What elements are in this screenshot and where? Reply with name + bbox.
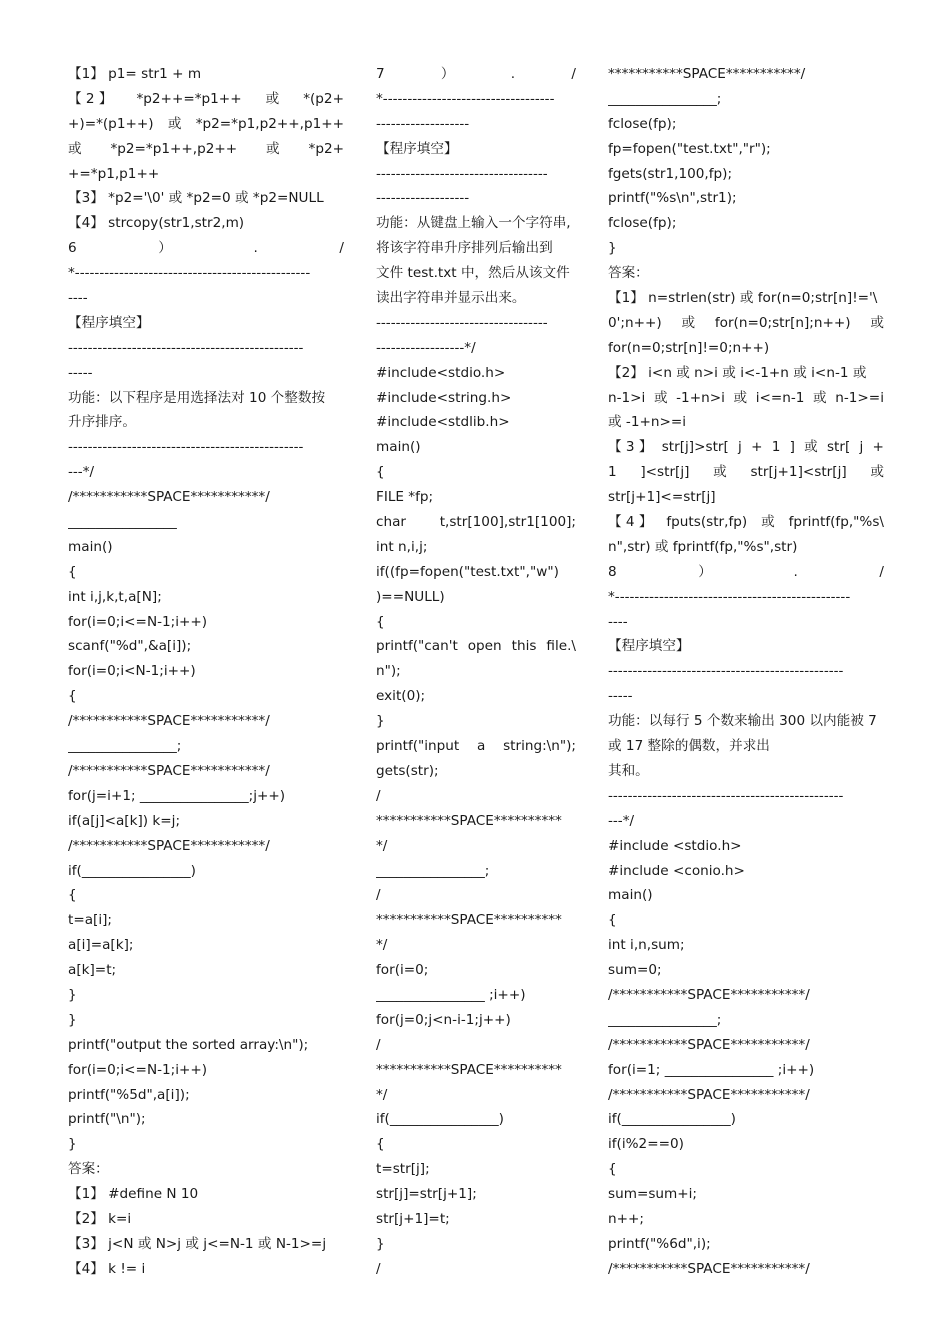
text-line: /***********SPACE***********/	[608, 1086, 810, 1103]
justified-line	[608, 386, 884, 411]
text-line: #include<stdlib.h>	[376, 414, 510, 431]
text-line: ------------------------------------------------	[68, 339, 304, 356]
line-segment: 【 2 】	[68, 90, 113, 107]
text-line: *------------------------------------------------	[608, 588, 851, 605]
line-segment: fputs(str,fp)	[666, 514, 748, 531]
text-line: printf("\n");	[68, 1111, 146, 1128]
text-line: -----------------------------------	[376, 314, 548, 331]
text-line: ------------------------------------------------	[608, 663, 844, 680]
text-line: #include <conio.h>	[608, 862, 745, 879]
text-line: for(n=0;str[n]!=0;n++)	[608, 339, 770, 356]
line-segment: ]	[789, 439, 795, 456]
text-line: if(________________)	[376, 1111, 504, 1128]
line-segment: 或	[653, 389, 668, 406]
text-line: ----	[608, 613, 628, 630]
text-line: for(i=1; ________________ ;i++)	[608, 1061, 815, 1078]
line-segment: string:\n");	[503, 738, 576, 755]
line-segment: str[	[826, 439, 851, 456]
justified-line	[608, 510, 884, 535]
line-segment: 【 3 】	[608, 439, 653, 456]
text-line: ________________	[68, 514, 177, 531]
text-line: {	[608, 912, 617, 929]
text-line: for(i=0;	[376, 962, 429, 979]
line-segment: 【 4 】	[608, 514, 653, 531]
text-line: int n,i,j;	[376, 538, 428, 555]
line-segment: t,str[100],str1[100];	[439, 514, 576, 531]
text-line: {	[608, 1161, 617, 1178]
line-segment: 或	[761, 514, 775, 531]
line-segment: .	[253, 240, 258, 257]
line-segment: 或	[713, 464, 727, 481]
text-line: {	[376, 1136, 385, 1153]
text-line: 【程序填空】	[608, 638, 690, 655]
text-line: 【1】 n=strlen(str) 或 for(n=0;str[n]!='\	[608, 290, 878, 307]
text-line: 【3】 j<N 或 N>j 或 j<=N-1 或 N-1>=j	[68, 1235, 327, 1252]
text-line: for(j=0;j<n-i-1;j++)	[376, 1011, 511, 1028]
text-line: {	[68, 563, 77, 580]
text-line: for(j=i+1; ________________;j++)	[68, 787, 286, 804]
text-line: t=a[i];	[68, 912, 113, 929]
text-line: /***********SPACE***********/	[608, 986, 810, 1003]
text-line: 【1】 #define N 10	[68, 1186, 199, 1203]
text-line: /***********SPACE***********/	[608, 1036, 810, 1053]
text-line: ***********SPACE**********	[376, 912, 562, 929]
text-line: ________________;	[608, 1011, 722, 1028]
text-line: if(________________)	[68, 862, 196, 879]
line-segment: +	[751, 439, 763, 456]
text-line: #include<string.h>	[376, 389, 512, 406]
text-line: sum=sum+i;	[608, 1186, 698, 1203]
text-line: #include <stdio.h>	[608, 837, 742, 854]
justified-line	[376, 510, 576, 535]
text-line: }	[608, 240, 617, 257]
justified-line	[68, 87, 344, 112]
text-line: ---*/	[608, 812, 635, 829]
line-segment: for(n=0;str[n];n++)	[714, 314, 851, 331]
line-segment: /	[571, 66, 576, 82]
text-line: */	[376, 837, 388, 854]
column-1	[68, 62, 344, 1282]
line-segment: open	[467, 638, 502, 655]
text-line: {	[376, 464, 385, 481]
text-line: /	[376, 1260, 381, 1277]
text-line: 【2】 i<n 或 n>i 或 i<-1+n 或 i<n-1 或	[608, 364, 867, 381]
line-segment: +	[872, 439, 884, 456]
text-line: sum=0;	[608, 962, 662, 979]
justified-line	[376, 634, 576, 659]
line-segment: file.\	[546, 638, 576, 655]
text-line: /***********SPACE***********/	[68, 762, 270, 779]
line-segment: char	[376, 514, 407, 531]
text-line: 【1】 p1= str1 + m	[68, 66, 202, 82]
line-segment: ）	[158, 240, 172, 257]
line-segment: 或	[167, 115, 182, 132]
text-line: 将该字符串升序排列后输出到	[376, 240, 553, 257]
text-line: 文件 test.txt 中，然后从该文件	[376, 265, 570, 282]
line-segment: *p2+	[308, 140, 344, 157]
text-line: 功能：从键盘上输入一个字符串,	[376, 215, 571, 232]
line-segment: /	[879, 563, 884, 580]
line-segment: i<=n-1	[755, 389, 805, 406]
line-segment: n-1>i	[608, 389, 646, 406]
text-line: *-----------------------------------	[376, 90, 555, 107]
text-line: -----	[608, 688, 633, 705]
line-segment: /	[339, 240, 344, 257]
text-line: {	[376, 613, 385, 630]
text-line: if((fp=fopen("test.txt","w")	[376, 563, 559, 580]
line-segment: 6	[68, 240, 77, 257]
text-line: gets(str);	[376, 762, 439, 779]
text-line: /***********SPACE***********/	[68, 713, 270, 730]
line-segment: *p2++=*p1++	[136, 90, 242, 107]
line-segment: a	[476, 738, 486, 755]
line-segment: 0';n++)	[608, 314, 662, 331]
text-line: n++;	[608, 1210, 644, 1227]
text-line: fclose(fp);	[608, 215, 677, 232]
text-line: /	[376, 1036, 381, 1053]
line-segment: str[j+1]<str[j]	[750, 464, 847, 481]
line-segment: *p2=*p1,p2++,p1++	[195, 115, 344, 132]
line-segment: ]<str[j]	[640, 464, 690, 481]
text-line: str[j+1]<=str[j]	[608, 489, 716, 506]
line-segment: 或	[813, 389, 827, 406]
line-segment: ）	[698, 563, 712, 580]
text-line: 读出字符串并显示出来。	[376, 290, 526, 307]
text-line: ***********SPACE**********	[376, 812, 562, 829]
text-line: -------------------	[376, 190, 470, 207]
text-line: n");	[376, 663, 401, 680]
column-3	[608, 62, 884, 1282]
text-line: str[j]=str[j+1];	[376, 1186, 477, 1203]
line-segment: 或	[804, 439, 818, 456]
line-segment: +)=*(p1++)	[68, 115, 154, 132]
text-line: -------------------	[376, 115, 470, 132]
text-line: 其和。	[608, 762, 649, 779]
text-line: /	[376, 787, 381, 804]
text-line: t=str[j];	[376, 1161, 430, 1178]
line-segment: *(p2+	[303, 90, 344, 107]
line-segment: 8	[608, 563, 617, 580]
justified-line	[608, 435, 884, 460]
text-line: +=*p1,p1++	[68, 165, 160, 182]
line-segment: 或	[265, 90, 280, 107]
text-line: a[k]=t;	[68, 962, 117, 979]
text-line: FILE *fp;	[376, 489, 434, 506]
justified-line	[68, 112, 344, 137]
text-line: }	[376, 1235, 385, 1252]
text-line: ________________ ;i++)	[376, 986, 526, 1003]
text-line: 【3】 *p2='\0' 或 *p2=0 或 *p2=NULL	[68, 190, 324, 207]
text-line: }	[68, 1136, 77, 1153]
text-line: */	[376, 937, 388, 954]
text-line: for(i=0;i<N-1;i++)	[68, 663, 196, 680]
text-line: 【4】 k != i	[68, 1260, 146, 1277]
text-line: ------------------------------------------------	[68, 439, 304, 456]
justified-line	[608, 460, 884, 485]
text-line: {	[68, 887, 77, 904]
justified-line	[376, 62, 576, 87]
text-line: fp=fopen("test.txt","r");	[608, 140, 771, 157]
text-line: if(________________)	[608, 1111, 736, 1128]
text-line: )==NULL)	[376, 588, 445, 605]
line-segment: fprintf(fp,"%s\	[788, 514, 884, 531]
text-line: int i,j,k,t,a[N];	[68, 588, 162, 605]
text-line: printf("%5d",a[i]);	[68, 1086, 190, 1103]
justified-line	[608, 560, 884, 585]
text-line: main()	[68, 538, 113, 555]
text-line: #include<stdio.h>	[376, 364, 506, 381]
text-line: 【4】 strcopy(str1,str2,m)	[68, 215, 245, 232]
text-line: a[i]=a[k];	[68, 937, 134, 954]
text-line: ________________;	[68, 738, 182, 755]
text-line: ________________;	[376, 862, 490, 879]
text-line: if(a[j]<a[k]) k=j;	[68, 812, 181, 829]
text-line: for(i=0;i<=N-1;i++)	[68, 1061, 208, 1078]
text-line: n",str) 或 fprintf(fp,"%s",str)	[608, 538, 798, 555]
text-line: -----	[68, 364, 93, 381]
text-line: printf("%s\n",str1);	[608, 190, 737, 207]
line-segment: j	[738, 439, 742, 456]
text-line: int i,n,sum;	[608, 937, 685, 954]
justified-line	[68, 236, 344, 261]
text-line: /***********SPACE***********/	[608, 1260, 810, 1277]
line-segment: str[j]>str[	[661, 439, 729, 456]
text-line: /	[376, 887, 381, 904]
text-line: 或 17 整除的偶数，并求出	[608, 738, 770, 755]
line-segment: printf("can't	[376, 638, 458, 655]
line-segment: 1	[608, 464, 617, 481]
text-line: ------------------------------------------------	[608, 787, 844, 804]
column-2	[376, 62, 576, 1282]
text-line: 功能：以每行 5 个数来输出 300 以内能被 7	[608, 713, 877, 730]
text-line: 功能：以下程序是用选择法对 10 个整数按	[68, 389, 326, 406]
text-line: 答案：	[68, 1161, 109, 1178]
text-line: if(i%2==0)	[608, 1136, 684, 1153]
line-segment: ）	[440, 66, 455, 82]
text-line: printf("output the sorted array:\n");	[68, 1036, 309, 1053]
justified-line	[376, 734, 576, 759]
line-segment: n-1>=i	[835, 389, 884, 406]
text-line: ---*/	[68, 464, 95, 481]
text-line: 答案：	[608, 265, 649, 282]
text-line: str[j+1]=t;	[376, 1210, 450, 1227]
justified-line	[68, 137, 344, 162]
line-segment: 7	[376, 66, 385, 82]
text-line: main()	[608, 887, 653, 904]
line-segment: 或	[870, 464, 884, 481]
text-line: 【程序填空】	[68, 314, 150, 331]
text-line: 升序排序。	[68, 414, 136, 431]
line-segment: 或	[733, 389, 748, 406]
text-line: printf("%6d",i);	[608, 1235, 711, 1252]
line-segment: -1+n>i	[676, 389, 725, 406]
text-line: ------------------*/	[376, 339, 476, 356]
text-line: main()	[376, 439, 421, 456]
text-line: /***********SPACE***********/	[68, 489, 270, 506]
text-line: 【程序填空】	[376, 140, 458, 157]
text-line: 或 -1+n>=i	[608, 414, 687, 431]
line-segment: printf("input	[376, 738, 460, 755]
line-segment: 1	[771, 439, 781, 456]
text-line: *------------------------------------------------	[68, 265, 311, 282]
text-line: ________________;	[608, 90, 722, 107]
text-line: scanf("%d",&a[i]);	[68, 638, 192, 655]
text-line: ***********SPACE**********	[376, 1061, 562, 1078]
line-segment: .	[510, 66, 516, 82]
line-segment: .	[793, 563, 798, 580]
text-line: ----	[68, 290, 88, 307]
text-line: /***********SPACE***********/	[68, 837, 270, 854]
text-line: }	[68, 1011, 77, 1028]
line-segment: 或	[266, 140, 280, 157]
line-segment: 或	[681, 314, 696, 331]
line-segment: *p2=*p1++,p2++	[110, 140, 238, 157]
text-line: -----------------------------------	[376, 165, 548, 182]
text-line: 【2】 k=i	[68, 1210, 132, 1227]
text-line: */	[376, 1086, 388, 1103]
text-line: ***********SPACE***********/	[608, 66, 806, 82]
text-line: for(i=0;i<=N-1;i++)	[68, 613, 208, 630]
line-segment: 或	[870, 314, 884, 331]
text-line: fgets(str1,100,fp);	[608, 165, 733, 182]
line-segment: 或	[68, 140, 82, 157]
line-segment: j	[859, 439, 864, 456]
text-line: }	[376, 713, 385, 730]
text-line: }	[68, 986, 77, 1003]
text-line: {	[68, 688, 77, 705]
text-line: exit(0);	[376, 688, 426, 705]
line-segment: this	[511, 638, 537, 655]
justified-line	[608, 311, 884, 336]
text-line: fclose(fp);	[608, 115, 677, 132]
